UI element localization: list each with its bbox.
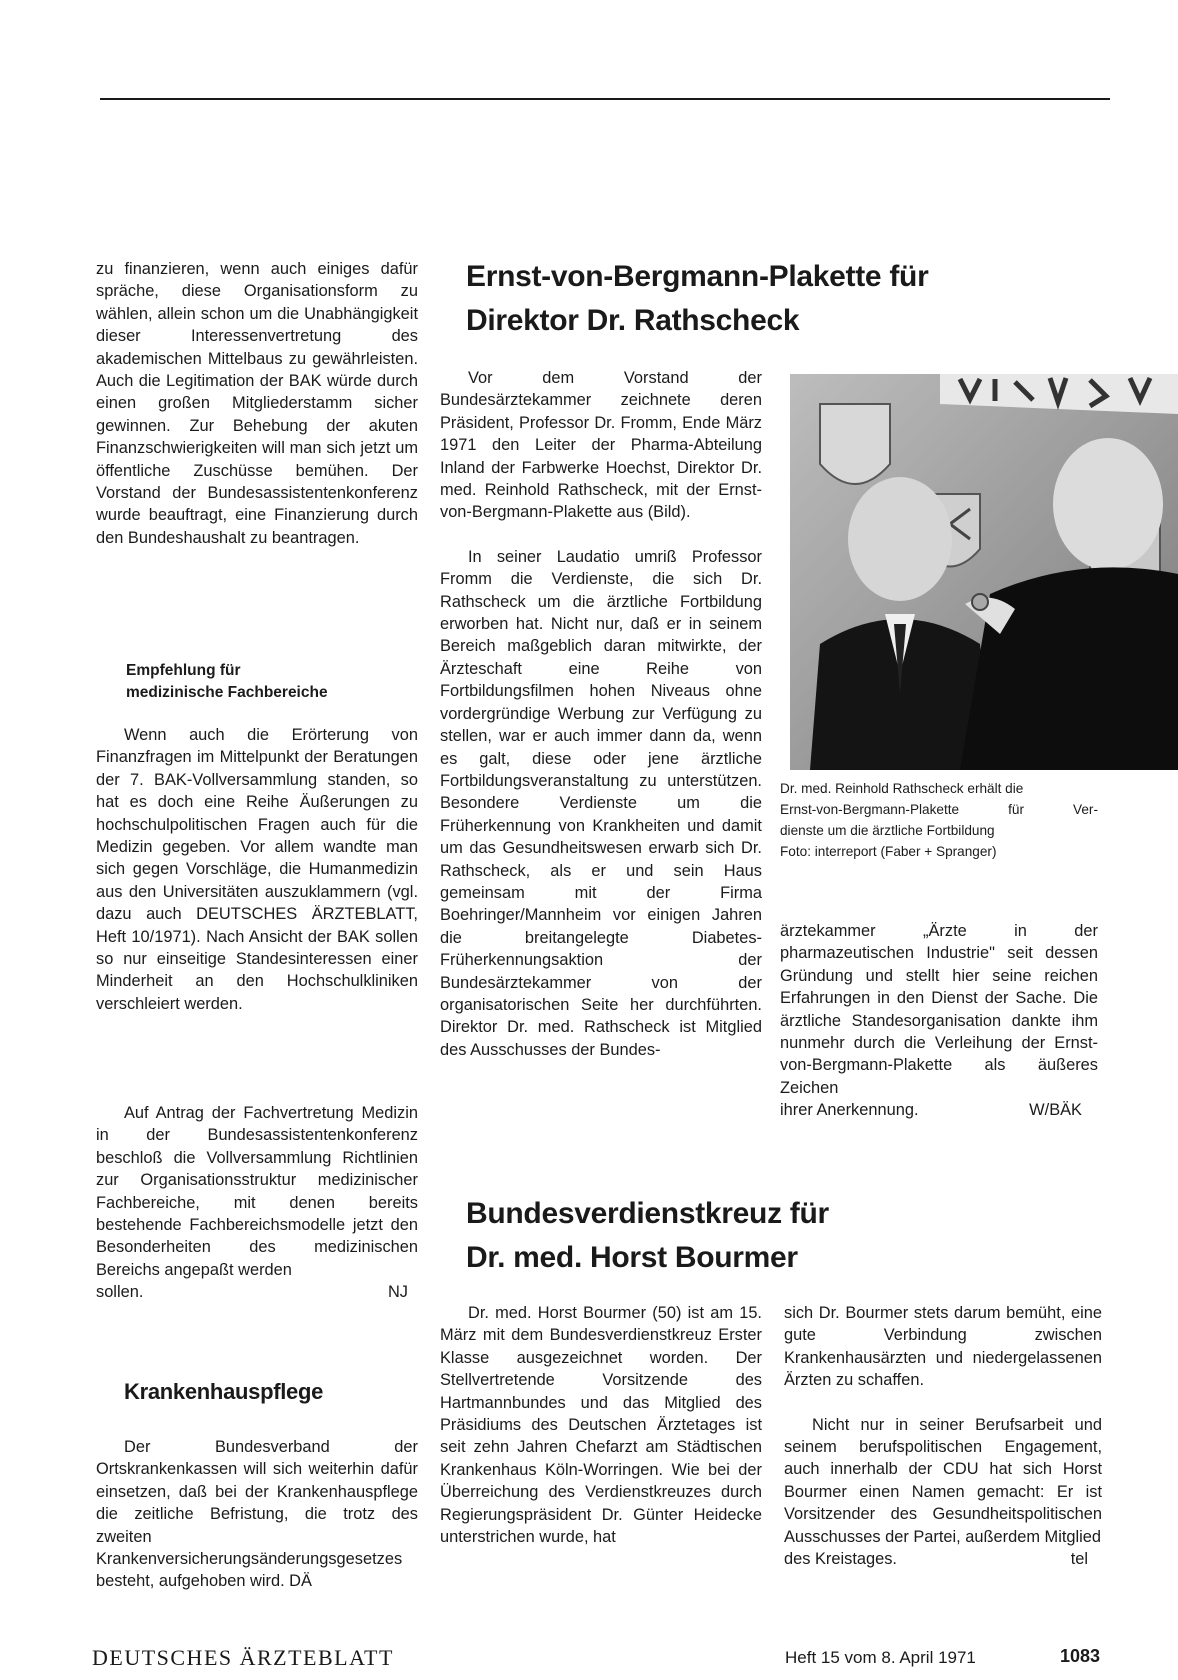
left-column xyxy=(96,258,418,549)
left-column-para3 xyxy=(96,1102,418,1304)
page-number: 1083 xyxy=(1060,1646,1101,1666)
paragraph: Nicht nur in seiner Berufsarbeit und seinem berufspolitischen Engagement, auch innerhalb der CDU hat sich Horst Bourmer einen Namen gemacht: Er ist Vorsitzender des Gesundheitspolitischen Ausschusses der Partei, außerdem Mitglied xyxy=(784,1415,1102,1546)
krankenhaus-text xyxy=(96,1436,418,1593)
article1-title: Ernst-von-Bergmann-Plakette für Direktor Dr. Rathscheck xyxy=(466,260,929,337)
paragraph: sich Dr. Bourmer stets darum bemüht, eine gute Verbindung zwischen Krankenhausärzten und niedergelassenen Ärzten zu schaffen. xyxy=(784,1304,1102,1390)
journal-name: DEUTSCHES ÄRZTEBLATT xyxy=(92,1645,394,1670)
article1-column2 xyxy=(780,920,1098,1122)
signature-line: des Kreistages. tel xyxy=(784,1550,1088,1569)
article1-column1 xyxy=(440,367,762,1061)
paragraph: ärztekammer „Ärzte in der pharmazeutischen Industrie" seit dessen Gründung und stellt hier seine reichen Erfahrungen in den Dienst der Sache. Die ärztliche Standesorganisation dankte ihm nunmehr durch die Verleihung der Ernst-von-Bergmann-Plakette als äußeres Zeichen xyxy=(780,922,1098,1097)
intro-paragraph: zu finanzieren, wenn auch einiges dafür spräche, diese Organisationsform zu wählen, allein schon um die Unabhängigkeit dieser Interessenvertretung des akademischen Mittelbaus zu gewährleisten. Auch die Legitimation der BAK würde durch einen großen Mitgliederstamm sicher gewinnen. Zur Behebung der akuten Finanzschwierigkeiten will man sich jetzt um öffentliche Zuschüsse bemühen. Der Vorstand der Bundesassistentenkonferenz wurde beauftragt, eine Finanzierung durch den Bundeshaushalt zu beantragen. xyxy=(96,260,418,547)
award-photo xyxy=(790,374,1178,770)
signature-line: sollen. NJ xyxy=(96,1283,408,1302)
photo-caption: Dr. med. Reinhold Rathscheck erhält die Ernst-von-Bergmann-Plakette für Ver- dienste um die ärztliche Fortbildung Foto: interreport (Faber + Spranger) xyxy=(780,778,1098,862)
article2-column1 xyxy=(440,1302,762,1548)
paragraph: In seiner Laudatio umriß Professor Fromm die Verdienste, die sich Dr. Rathscheck um die ärztliche Fortbildung erworben hat. Nicht nur, daß er in seinem Bereich maßgeblich daran mitwirkte, der Ärzteschaft eine Reihe von Fortbildungsfilmen hohen Niveaus ohne vordergründige Werbung zur Verfügung zu stellen, war er auch immer dann da, wenn es galt, diese oder jene ärztliche Fortbildungsveranstaltung zu unterstützen. Besondere Verdienste um die Früherkennung von Krankheiten und damit um das Gesundheitswesen erwarb sich Dr. Rathscheck, als er und sein Haus gemeinsam mit der Firma Boehringer/Mannheim vor einigen Jahren die breitangelegte Diabetes-Früherkennungsaktion der Bundesärztekammer von der organisatorischen Seite her durchführten. Direktor Dr. med. Rathscheck ist Mitglied des Ausschusses der Bundes- xyxy=(440,547,762,1059)
article2-column2 xyxy=(784,1302,1102,1570)
subheading-empfehlung: Empfehlung für medizinische Fachbereiche xyxy=(126,662,328,701)
photo-credit: Foto: interreport (Faber + Spranger) xyxy=(780,844,997,859)
paragraph: Wenn auch die Erörterung von Finanzfragen im Mittelpunkt der Beratungen der 7. BAK-Vollversammlung standen, so hat es doch eine Reihe Äußerungen zu hochschulpolitischen Fragen auch für die Medizin gegeben. Vor allem wandte man sich gegen Vorschläge, die Humanmedizin aus den Universitäten auszuklammern (vgl. dazu auch DEUTSCHES ÄRZTEBLATT, Heft 10/1971). Nach Ansicht der BAK sollen so nur einseitige Standesinteressen einer Minderheit an den Hochschulkliniken verschleiert werden. xyxy=(96,726,418,1013)
paragraph: Vor dem Vorstand der Bundesärztekammer zeichnete deren Präsident, Professor Dr. Fromm, Ende März 1971 den Leiter der Pharma-Abteilung Inland der Farbwerke Hoechst, Direktor Dr. med. Reinhold Rathscheck, mit der Ernst-von-Bergmann-Plakette aus (Bild). xyxy=(440,369,762,522)
issue-info: Heft 15 vom 8. April 1971 xyxy=(785,1648,976,1667)
top-rule xyxy=(100,98,1110,100)
article2-title: Bundesverdienstkreuz für Dr. med. Horst Bourmer xyxy=(466,1197,829,1274)
left-column-para2 xyxy=(96,724,418,1015)
paragraph: Dr. med. Horst Bourmer (50) ist am 15. März mit dem Bundesverdienstkreuz Erster Klasse ausgezeichnet worden. Der Stellvertretende Vorsitzende des Hartmannbundes und das Mitglied des Präsidiums des Deutschen Ärztetages ist seit zehn Jahren Chefarzt am Städtischen Krankenhaus Köln-Worringen. Wie bei der Überreichung des Verdienstkreuzes durch Regierungspräsident Dr. Günter Heidecke unterstrichen wurde, hat xyxy=(440,1304,762,1547)
paragraph: Der Bundesverband der Ortskrankenkassen will sich weiterhin dafür einsetzen, daß bei der Krankenhauspflege die zeitliche Befristung, die trotz des zweiten Krankenversicherungsänderungsgesetzes besteht, aufgehoben wird. DÄ xyxy=(96,1438,418,1591)
signature-line: ihrer Anerkennung. W/BÄK xyxy=(780,1101,1082,1120)
paragraph: Auf Antrag der Fachvertretung Medizin in der Bundesassistentenkonferenz beschloß die Vollversammlung Richtlinien zur Organisationsstruktur medizinischer Fachbereiche, mit denen bereits bestehende Fachbereichsmodelle jetzt den Besonderheiten des medizinischen Bereichs angepaßt werden xyxy=(96,1104,418,1279)
krankenhaus-heading: Krankenhauspflege xyxy=(124,1379,324,1404)
